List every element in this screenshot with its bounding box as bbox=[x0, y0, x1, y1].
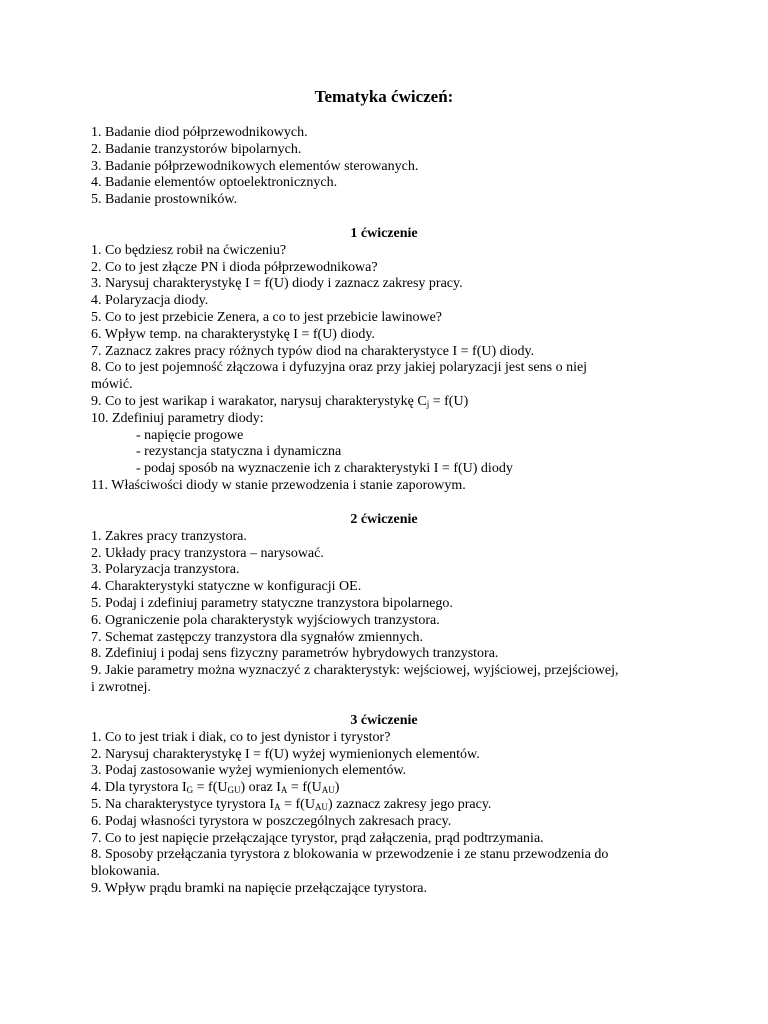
question-item: 1. Co to jest triak i diak, co to jest dynistor i tyrystor? bbox=[91, 729, 391, 745]
section-1 bbox=[91, 226, 691, 495]
section-3 bbox=[91, 713, 691, 898]
question-item: 9. Wpływ prądu bramki na napięcie przełączające tyrystora. bbox=[91, 880, 427, 896]
question-item: 8. Co to jest pojemność złączowa i dyfuzyjna oraz przy jakiej polaryzacji jest sens o niej bbox=[91, 360, 588, 376]
question-text: ) oraz I bbox=[240, 780, 281, 796]
question-item: 8. Sposoby przełączania tyrystora z blokowania w przewodzenie i ze stanu przewodzenia do bbox=[91, 847, 609, 863]
question-item: 8. Zdefiniuj i podaj sens fizyczny parametrów hybrydowych tranzystora. bbox=[91, 646, 499, 662]
question-item bbox=[91, 780, 691, 797]
question-item: 3. Narysuj charakterystykę I = f(U) diody i zaznacz zakresy pracy. bbox=[91, 276, 463, 292]
question-item: 11. Właściwości diody w stanie przewodzenia i stanie zaporowym. bbox=[91, 477, 466, 493]
question-item: 2. Co to jest złącze PN i dioda półprzewodnikowa? bbox=[91, 259, 378, 275]
subscript: AU bbox=[314, 801, 328, 812]
question-item: 6. Ograniczenie pola charakterystyk wyjściowych tranzystora. bbox=[91, 612, 440, 628]
subscript: GU bbox=[227, 785, 241, 796]
question-text: ) bbox=[334, 780, 340, 796]
question-item: 5. Co to jest przebicie Zenera, a co to jest przebicie lawinowe? bbox=[91, 309, 443, 325]
question-item: 5. Podaj i zdefiniuj parametry statyczne tranzystora bipolarnego. bbox=[91, 595, 453, 611]
subscript: A bbox=[274, 801, 281, 812]
section-heading: 3 ćwiczenie bbox=[350, 713, 418, 728]
sub-item: - napięcie progowe bbox=[136, 427, 244, 443]
question-item: 2. Narysuj charakterystykę I = f(U) wyżej wymienionych elementów. bbox=[91, 746, 480, 762]
question-item: 10. Zdefiniuj parametry diody: bbox=[91, 410, 264, 426]
question-item: 1. Co będziesz robił na ćwiczeniu? bbox=[91, 242, 287, 258]
question-item: 4. Charakterystyki statyczne w konfiguracji OE. bbox=[91, 579, 362, 595]
topic-item: 4. Badanie elementów optoelektronicznych. bbox=[91, 175, 338, 191]
question-item: 7. Co to jest napięcie przełączające tyrystor, prąd załączenia, prąd podtrzymania. bbox=[91, 830, 544, 846]
section-2 bbox=[91, 512, 691, 697]
question-item bbox=[91, 394, 691, 411]
topic-item: 1. Badanie diod półprzewodnikowych. bbox=[91, 125, 308, 140]
question-item: 3. Podaj zastosowanie wyżej wymienionych elementów. bbox=[91, 763, 407, 779]
question-text: 5. Na charakterystyce tyrystora I bbox=[91, 796, 275, 812]
question-text: ) zaznacz zakresy jego pracy. bbox=[327, 796, 492, 812]
question-item: 9. Jakie parametry można wyznaczyć z charakterystyk: wejściowej, wyjściowej, przejściowej, bbox=[91, 663, 619, 679]
question-text: = f(U bbox=[287, 780, 322, 796]
section-heading: 1 ćwiczenie bbox=[350, 226, 418, 241]
question-item: 3. Polaryzacja tranzystora. bbox=[91, 562, 240, 578]
sub-item: - rezystancja statyczna i dynamiczna bbox=[136, 444, 342, 460]
page-title: Tematyka ćwiczeń: bbox=[314, 87, 454, 106]
topics-list bbox=[91, 125, 691, 209]
question-item: 6. Podaj własności tyrystora w poszczególnych zakresach pracy. bbox=[91, 813, 452, 829]
question-item-continuation: i zwrotnej. bbox=[91, 679, 151, 695]
subscript: G bbox=[186, 785, 194, 796]
subscript: j bbox=[426, 398, 430, 409]
question-text: = f(U bbox=[280, 796, 315, 812]
question-item-continuation: mówić. bbox=[91, 377, 133, 393]
question-item: 4. Polaryzacja diody. bbox=[91, 293, 209, 309]
question-text: 9. Co to jest warikap i warakator, narysuj charakterystykę C bbox=[91, 393, 427, 409]
topic-item: 2. Badanie tranzystorów bipolarnych. bbox=[91, 141, 302, 157]
subscript: A bbox=[280, 785, 288, 796]
question-item bbox=[91, 797, 691, 814]
topic-item: 5. Badanie prostowników. bbox=[91, 192, 238, 208]
question-text: = f(U bbox=[193, 780, 228, 796]
sub-item: - podaj sposób na wyznaczenie ich z charakterystyki I = f(U) diody bbox=[136, 461, 513, 477]
section-heading: 2 ćwiczenie bbox=[350, 512, 418, 527]
question-text: 4. Dla tyrystora I bbox=[91, 780, 187, 796]
question-item: 6. Wpływ temp. na charakterystykę I = f(U) diody. bbox=[91, 326, 375, 342]
question-item: 1. Zakres pracy tranzystora. bbox=[91, 528, 247, 544]
question-text: = f(U) bbox=[429, 393, 469, 409]
question-item-continuation: blokowania. bbox=[91, 864, 160, 880]
subscript: AU bbox=[321, 785, 335, 796]
topic-item: 3. Badanie półprzewodnikowych elementów sterowanych. bbox=[91, 158, 419, 174]
question-item: 7. Zaznacz zakres pracy różnych typów diod na charakterystyce I = f(U) diody. bbox=[91, 343, 535, 359]
question-item: 7. Schemat zastępczy tranzystora dla sygnałów zmiennych. bbox=[91, 629, 423, 645]
question-item: 2. Układy pracy tranzystora – narysować. bbox=[91, 545, 324, 561]
